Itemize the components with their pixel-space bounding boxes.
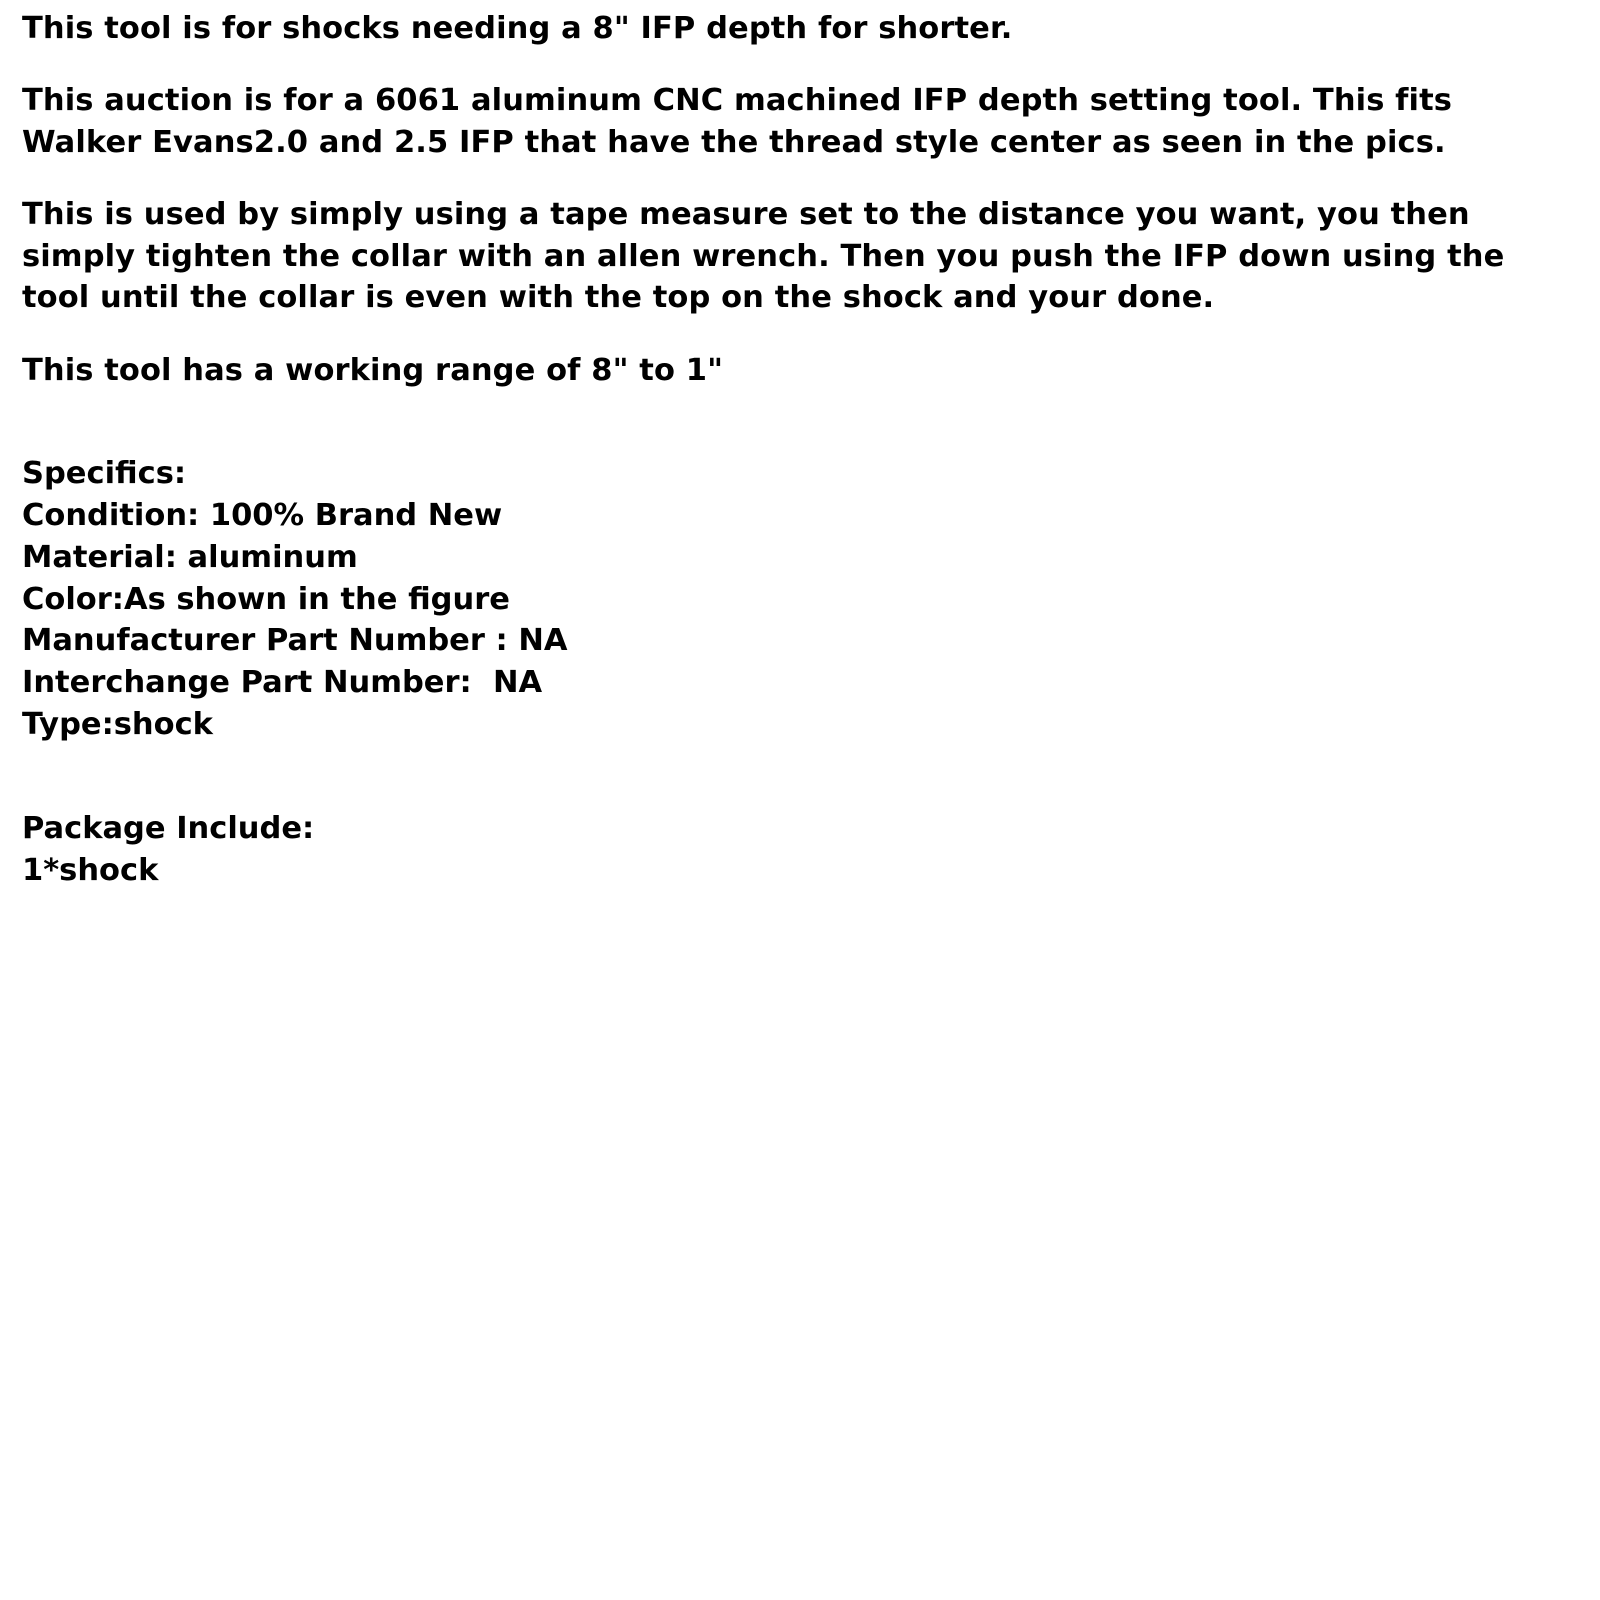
usage-paragraph: This is used by simply using a tape measure set to the distance you want, you then simply tighten the collar with an allen wrench. Then you push the IFP down using the tool until the collar is even with the top on the shock and your done. <box>22 197 1505 316</box>
spec-condition: Condition: 100% Brand New <box>22 498 503 534</box>
spacer <box>22 422 1578 453</box>
intro-paragraph: This tool is for shocks needing a 8" IFP depth for shorter. <box>22 11 1013 46</box>
spacer <box>22 777 1578 808</box>
spec-color: Color:As shown in the figure <box>22 581 510 617</box>
specifics-heading: Specifics: <box>22 456 187 492</box>
package-item: 1*shock <box>22 852 159 888</box>
spacer <box>22 163 1578 194</box>
spec-interchange-part-number: Interchange Part Number: NA <box>22 665 543 701</box>
working-range-paragraph: This tool has a working range of 8" to 1" <box>22 352 724 388</box>
package-include-heading: Package Include: <box>22 810 315 846</box>
spacer <box>22 746 1578 777</box>
spacer <box>22 319 1578 350</box>
spec-manufacturer-part-number: Manufacturer Part Number : NA <box>22 623 568 659</box>
spacer <box>22 391 1578 422</box>
spec-type: Type:shock <box>22 706 213 742</box>
spec-material: Material: aluminum <box>22 539 358 575</box>
spacer <box>22 49 1578 80</box>
auction-paragraph: This auction is for a 6061 aluminum CNC machined IFP depth setting tool. This fits Walker Evans2.0 and 2.5 IFP that have the thread style center as seen in the pics. <box>22 83 1453 160</box>
